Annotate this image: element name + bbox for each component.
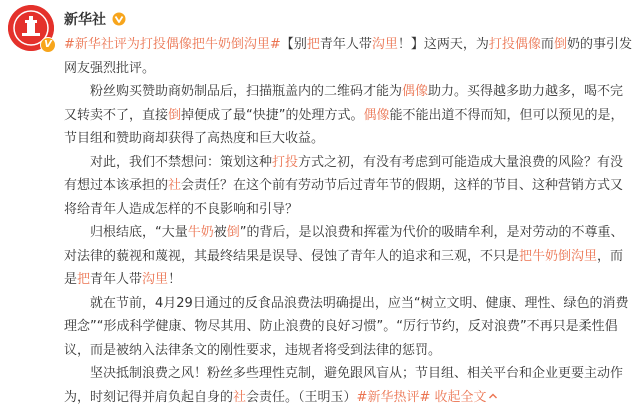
- paragraph-3: [64, 151, 636, 222]
- collapse-label: 收起全文: [434, 389, 487, 405]
- post-header: [64, 8, 126, 30]
- highlight-span: 把牛奶倒沟里: [519, 248, 598, 264]
- hashtag-link[interactable]: #新华热评#: [356, 389, 431, 405]
- highlight-span: 沟里: [142, 272, 169, 287]
- text-span: 能不能出道不得而知，但可以预见的是，节目组和赞助商却获得了高热度和巨大收益。: [64, 107, 624, 146]
- highlight-span: 倒: [168, 107, 182, 123]
- highlight-span: 倒: [226, 225, 240, 240]
- bracket-close: ！】: [397, 37, 424, 52]
- highlight-span: 把: [306, 37, 320, 52]
- text-span: 掉便成了最“快捷”的处理方式。: [181, 107, 364, 123]
- verified-badge-icon: V: [40, 37, 56, 53]
- text-span: 就在节前，4月29日通过的反食品浪费法明确提出，应当“树立文明、健康、理性、绿色的消费理念”“形成科学健康、物尽其用、防止浪费的良好习惯”。“厉行节约，反对浪费”不再只是柔性倡议，而是被纳入法律条文的刚性要求，违规者将受到法律的惩罚。: [64, 295, 629, 358]
- author-name[interactable]: 新华社: [64, 12, 106, 28]
- post-content: [64, 33, 636, 409]
- text-span: 这两天，为: [423, 37, 489, 52]
- paragraph-1: [64, 33, 636, 80]
- verified-v-icon: [112, 12, 126, 26]
- highlight-span: 打投: [272, 154, 299, 170]
- text-span: 被: [213, 225, 227, 240]
- highlight-span: 社: [233, 389, 247, 405]
- paragraph-2: [64, 80, 636, 151]
- text-span: 会责任？在这个前有劳动节后过青年节的假期，这样的节目、这种营销方式又将给青年人造成怎样的不良影响和引导？: [64, 178, 624, 217]
- text-span: 奶的事引发网友强烈批评。: [64, 37, 632, 76]
- text-span: 对此，我们不禁想问：策划这种: [90, 154, 273, 170]
- text-span: 助力。买得越多助力越多，喝不完又转卖不了，直接: [64, 84, 624, 123]
- text-span: 会责任。（王明玉）: [246, 389, 357, 405]
- text-span: 青年人带: [319, 37, 372, 52]
- highlight-span: 偶像: [363, 107, 390, 123]
- text-span: 归根结底，“大量: [90, 225, 188, 240]
- text-span: 青年人带: [90, 272, 143, 287]
- bracket-open: 【: [280, 37, 294, 52]
- highlight-span: 牛奶: [187, 225, 214, 240]
- text-span: 坚决抵制浪费之风！粉丝多些理性克制，避免跟风盲从；节目组、相关平台和企业更要主动作为，时刻记得并肩负起自身的: [64, 366, 624, 405]
- highlight-span: 社: [168, 178, 182, 193]
- highlight-span: 倒: [553, 37, 567, 52]
- hashtag-link[interactable]: #新华社评为打投偶像把牛奶倒沟里#: [64, 37, 281, 52]
- collapse-full-text-link[interactable]: [434, 390, 498, 405]
- chevron-up-icon: [487, 390, 499, 402]
- text-span: ！: [168, 272, 182, 287]
- text-span: ”的背后，是以浪费和挥霍为代价的吸睛牟利，是对劳动的不尊重、对法律的藐视和蔑视，其最终结果是误导、侵蚀了青年人的追求和三观，不只是: [64, 225, 624, 264]
- paragraph-6: [64, 362, 636, 409]
- paragraph-5: [64, 292, 636, 363]
- text-span: 方式之初，有没有考虑到可能造成大量浪费的风险？有没有想过本该承担的: [64, 154, 624, 193]
- highlight-span: 把: [77, 272, 91, 287]
- highlight-span: 打投偶像: [488, 37, 541, 52]
- paragraph-4: [64, 221, 636, 292]
- highlight-span: 沟里: [371, 37, 398, 52]
- text-span: 而: [540, 37, 554, 52]
- text-span: 粉丝购买赞助商奶制品后，扫描瓶盖内的二维码才能为: [90, 84, 403, 99]
- highlight-span: 偶像: [402, 84, 429, 99]
- text-span: ，而是: [64, 248, 624, 287]
- text-span: 别: [293, 37, 307, 52]
